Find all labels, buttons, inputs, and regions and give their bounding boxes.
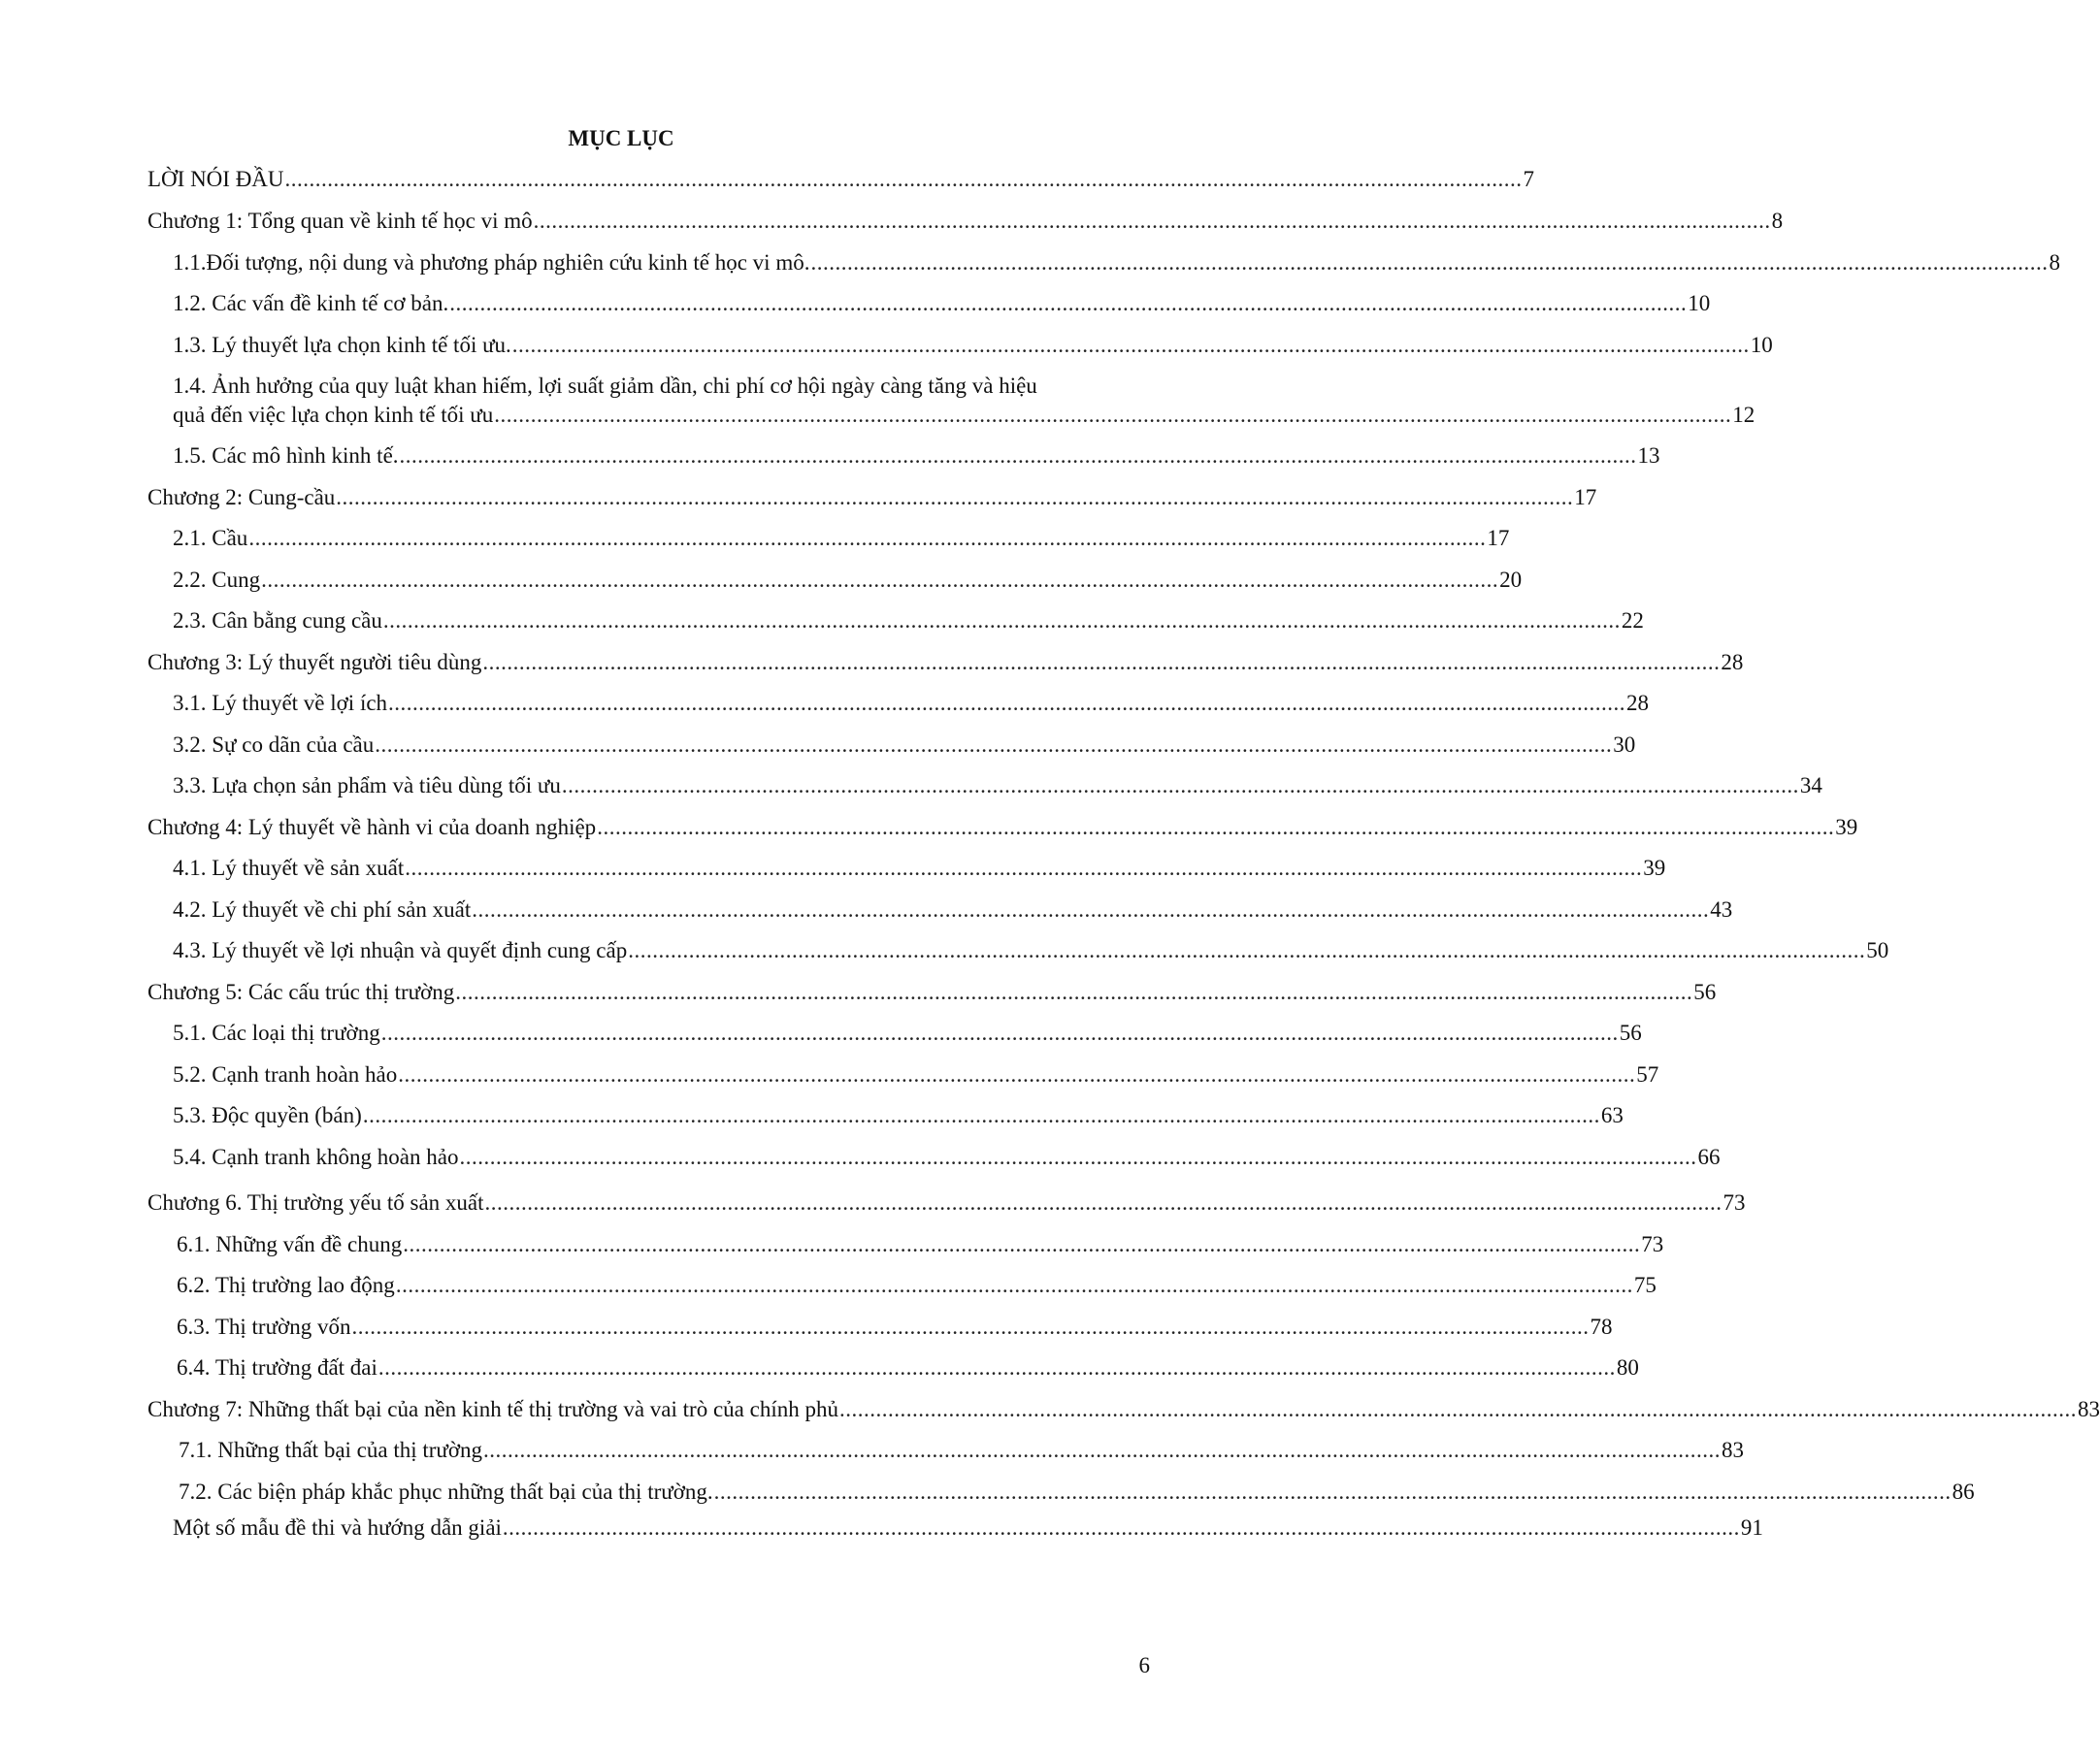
- toc-leader-dots: ............................................................................................................................................................................................................: [351, 1315, 1590, 1339]
- toc-entry-title: 3.3. Lựa chọn sản phẩm và tiêu dùng tối ưu: [173, 773, 561, 797]
- toc-entry-page: 73: [1641, 1232, 1664, 1256]
- toc-entry-page: 20: [1499, 568, 1523, 592]
- toc-entry-title: quả đến việc lựa chọn kinh tế tối ưu: [173, 403, 494, 427]
- toc-entry-page: 73: [1723, 1190, 1746, 1215]
- toc-entry-title: 6.3. Thị trường vốn: [177, 1315, 351, 1339]
- toc-entry[interactable]: [179, 1436, 1745, 1465]
- toc-entry[interactable]: [173, 248, 2060, 277]
- toc-entry-title: 5.4. Cạnh tranh không hoàn hảo: [173, 1145, 459, 1169]
- toc-entry-page: 17: [1487, 526, 1510, 550]
- toc-entry-title: 6.4. Thị trường đất đai: [177, 1355, 377, 1380]
- toc-entry-title: 2.1. Cầu: [173, 526, 248, 550]
- toc-entry-page: 50: [1866, 938, 1889, 962]
- toc-entry-title-line1: 1.4. Ảnh hưởng của quy luật khan hiếm, lợi suất giảm dần, chi phí cơ hội ngày càng tăng và hiệu: [173, 374, 1037, 398]
- toc-entry[interactable]: [179, 1478, 1975, 1507]
- toc-entry-title: 1.3. Lý thuyết lựa chọn kinh tế tối ưu.: [173, 333, 511, 357]
- toc-leader-dots: ............................................................................................................................................................................................................: [483, 1438, 1722, 1462]
- toc-entry[interactable]: [148, 483, 1597, 512]
- toc-leader-dots: ............................................................................................................................................................................................................: [838, 1397, 2077, 1421]
- toc-entry[interactable]: [148, 207, 1784, 236]
- toc-leader-dots: ............................................................................................................................................................................................................: [502, 1515, 1740, 1540]
- toc-leader-dots: ............................................................................................................................................................................................................: [405, 856, 1643, 880]
- toc-entry-title: 1.5. Các mô hình kinh tế.: [173, 443, 399, 468]
- toc-leader-dots: ............................................................................................................................................................................................................: [398, 1062, 1636, 1087]
- toc-entry-title: 7.1. Những thất bại của thị trường: [179, 1438, 483, 1462]
- toc-entry-page: 8: [2049, 250, 2060, 275]
- toc-entry-page: 78: [1590, 1315, 1613, 1339]
- toc-entry[interactable]: [173, 566, 1523, 595]
- toc-entry-page: 56: [1619, 1021, 1642, 1045]
- toc-entry-title: 4.3. Lý thuyết về lợi nhuận và quyết định cung cấp: [173, 938, 628, 962]
- toc-entry-title: 1.1.Đối tượng, nội dung và phương pháp nghiên cứu kinh tế học vi mô.: [173, 250, 810, 275]
- toc-leader-dots: ............................................................................................................................................................................................................: [336, 485, 1574, 509]
- toc-leader-dots: ............................................................................................................................................................................................................: [472, 897, 1710, 922]
- toc-entry-title: 2.2. Cung: [173, 568, 261, 592]
- toc-entry-page: 22: [1621, 608, 1644, 633]
- toc-leader-dots: ............................................................................................................................................................................................................: [382, 608, 1621, 633]
- toc-leader-dots: ............................................................................................................................................................................................................: [533, 209, 1771, 233]
- toc-entry[interactable]: [173, 1101, 1624, 1130]
- toc-entry-title: 1.2. Các vấn đề kinh tế cơ bản.: [173, 291, 449, 315]
- toc-entry[interactable]: [173, 689, 1650, 718]
- toc-entry-page: 10: [1688, 291, 1711, 315]
- toc-leader-dots: ............................................................................................................................................................................................................: [395, 1273, 1633, 1297]
- toc-leader-dots: ............................................................................................................................................................................................................: [380, 1021, 1619, 1045]
- toc-leader-dots: ............................................................................................................................................................................................................: [511, 333, 1750, 357]
- toc-leader-dots: ............................................................................................................................................................................................................: [449, 291, 1688, 315]
- toc-entry[interactable]: [148, 813, 1858, 842]
- toc-entry-page: 91: [1740, 1515, 1763, 1540]
- toc-entry[interactable]: [173, 1143, 1721, 1172]
- toc-entry-page: 80: [1616, 1355, 1639, 1380]
- toc-entry-page: 10: [1750, 333, 1773, 357]
- toc-leader-dots: ............................................................................................................................................................................................................: [561, 773, 1799, 797]
- toc-entry-page: 7: [1523, 167, 1535, 191]
- toc-entry-title: Chương 2: Cung-cầu: [148, 485, 336, 509]
- toc-entry[interactable]: [173, 289, 1711, 318]
- toc-leader-dots: ............................................................................................................................................................................................................: [713, 1480, 1952, 1504]
- toc-entry-title: 5.1. Các loại thị trường: [173, 1021, 380, 1045]
- toc-entry-page: 57: [1636, 1062, 1659, 1087]
- toc-entry[interactable]: [177, 1230, 1664, 1259]
- toc-entry-title: Chương 4: Lý thuyết về hành vi của doanh nghiệp: [148, 815, 597, 839]
- toc-entry[interactable]: [148, 1395, 2100, 1424]
- toc-entry-title: 6.1. Những vấn đề chung: [177, 1232, 403, 1256]
- toc-entry-page: 8: [1771, 209, 1784, 233]
- toc-entry[interactable]: [173, 524, 1510, 553]
- toc-entry[interactable]: [148, 1188, 1746, 1218]
- toc-entry[interactable]: [173, 1060, 1659, 1090]
- toc-entry-page: 63: [1600, 1103, 1624, 1127]
- toc-entry-page: 17: [1574, 485, 1597, 509]
- toc-entry-page: 56: [1693, 980, 1717, 1004]
- toc-leader-dots: ............................................................................................................................................................................................................: [377, 1355, 1616, 1380]
- toc-leader-dots: ............................................................................................................................................................................................................: [362, 1103, 1600, 1127]
- toc-entry-page: 39: [1835, 815, 1858, 839]
- toc-entry-page: 83: [2077, 1397, 2100, 1421]
- toc-entry[interactable]: [173, 606, 1644, 635]
- toc-entry-page: 12: [1732, 403, 1755, 427]
- toc-entry-title: 3.1. Lý thuyết về lợi ích: [173, 691, 388, 715]
- toc-entry[interactable]: [173, 771, 1822, 800]
- toc-entry-title: Một số mẫu đề thi và hướng dẫn giải: [173, 1515, 502, 1540]
- toc-leader-dots: ............................................................................................................................................................................................................: [388, 691, 1626, 715]
- toc-entry-page: 34: [1799, 773, 1822, 797]
- toc-leader-dots: ............................................................................................................................................................................................................: [494, 403, 1732, 427]
- toc-leader-dots: ............................................................................................................................................................................................................: [248, 526, 1487, 550]
- toc-entry[interactable]: [173, 372, 1755, 430]
- toc-leader-dots: ............................................................................................................................................................................................................: [810, 250, 2049, 275]
- toc-entry-title: 6.2. Thị trường lao động: [177, 1273, 395, 1297]
- page-number: 6: [1138, 1653, 1150, 1677]
- toc-entry[interactable]: [148, 978, 1717, 1007]
- toc-entry[interactable]: [173, 441, 1660, 471]
- toc-entry-title: Chương 3: Lý thuyết người tiêu dùng: [148, 650, 482, 674]
- toc-leader-dots: ............................................................................................................................................................................................................: [403, 1232, 1641, 1256]
- toc-leader-dots: ............................................................................................................................................................................................................: [375, 732, 1613, 757]
- toc-entry[interactable]: [177, 1353, 1639, 1383]
- toc-leader-dots: ............................................................................................................................................................................................................: [484, 1190, 1723, 1215]
- toc-entry-page: 43: [1710, 897, 1733, 922]
- toc-entry-page: 28: [1626, 691, 1650, 715]
- toc-leader-dots: ............................................................................................................................................................................................................: [455, 980, 1693, 1004]
- toc-entry-title: LỜI NÓI ĐẦU: [148, 167, 284, 191]
- toc-leader-dots: ............................................................................................................................................................................................................: [284, 167, 1523, 191]
- toc-entry-page: 66: [1697, 1145, 1721, 1169]
- toc-entry-title: 4.1. Lý thuyết về sản xuất: [173, 856, 405, 880]
- toc-entry-page: 83: [1722, 1438, 1745, 1462]
- toc-entry[interactable]: [148, 165, 1535, 194]
- toc-entry-page: 86: [1952, 1480, 1975, 1504]
- page-title: MỤC LỤC: [568, 126, 674, 150]
- toc-entry-title: Chương 1: Tổng quan về kinh tế học vi mô: [148, 209, 533, 233]
- toc-leader-dots: ............................................................................................................................................................................................................: [261, 568, 1499, 592]
- toc-entry[interactable]: [177, 1313, 1613, 1342]
- toc-leader-dots: ............................................................................................................................................................................................................: [459, 1145, 1697, 1169]
- toc-entry-title: 5.3. Độc quyền (bán): [173, 1103, 362, 1127]
- toc-entry-page: 13: [1637, 443, 1660, 468]
- toc-entry[interactable]: [173, 731, 1636, 760]
- toc-entry-page: 75: [1633, 1273, 1657, 1297]
- toc-entry-title: Chương 7: Những thất bại của nền kinh tế thị trường và vai trò của chính phủ: [148, 1397, 838, 1421]
- toc-entry-page: 39: [1643, 856, 1666, 880]
- toc-entry[interactable]: [173, 1513, 1763, 1543]
- toc-entry-title: 7.2. Các biện pháp khắc phục những thất bại của thị trường.: [179, 1480, 713, 1504]
- toc-leader-dots: ............................................................................................................................................................................................................: [399, 443, 1637, 468]
- toc-entry[interactable]: [173, 936, 1889, 965]
- toc-entry-title: Chương 5: Các cấu trúc thị trường: [148, 980, 455, 1004]
- toc-entry-page: 30: [1613, 732, 1636, 757]
- toc-entry-title: 3.2. Sự co dãn của cầu: [173, 732, 375, 757]
- toc-entry[interactable]: [177, 1271, 1657, 1300]
- toc-entry[interactable]: [173, 895, 1733, 925]
- toc-entry-title: 5.2. Cạnh tranh hoàn hảo: [173, 1062, 398, 1087]
- toc-entry[interactable]: [148, 648, 1744, 677]
- toc-entry-title: 2.3. Cân bằng cung cầu: [173, 608, 382, 633]
- toc-entry-page: 28: [1721, 650, 1744, 674]
- toc-leader-dots: ............................................................................................................................................................................................................: [482, 650, 1721, 674]
- toc-leader-dots: ............................................................................................................................................................................................................: [597, 815, 1835, 839]
- toc-leader-dots: ............................................................................................................................................................................................................: [628, 938, 1866, 962]
- toc-entry-title: 4.2. Lý thuyết về chi phí sản xuất: [173, 897, 472, 922]
- toc-entry[interactable]: [173, 331, 1773, 360]
- toc-entry-title: Chương 6. Thị trường yếu tố sản xuất: [148, 1190, 484, 1215]
- toc-entry[interactable]: [173, 1019, 1642, 1048]
- toc-entry[interactable]: [173, 854, 1666, 883]
